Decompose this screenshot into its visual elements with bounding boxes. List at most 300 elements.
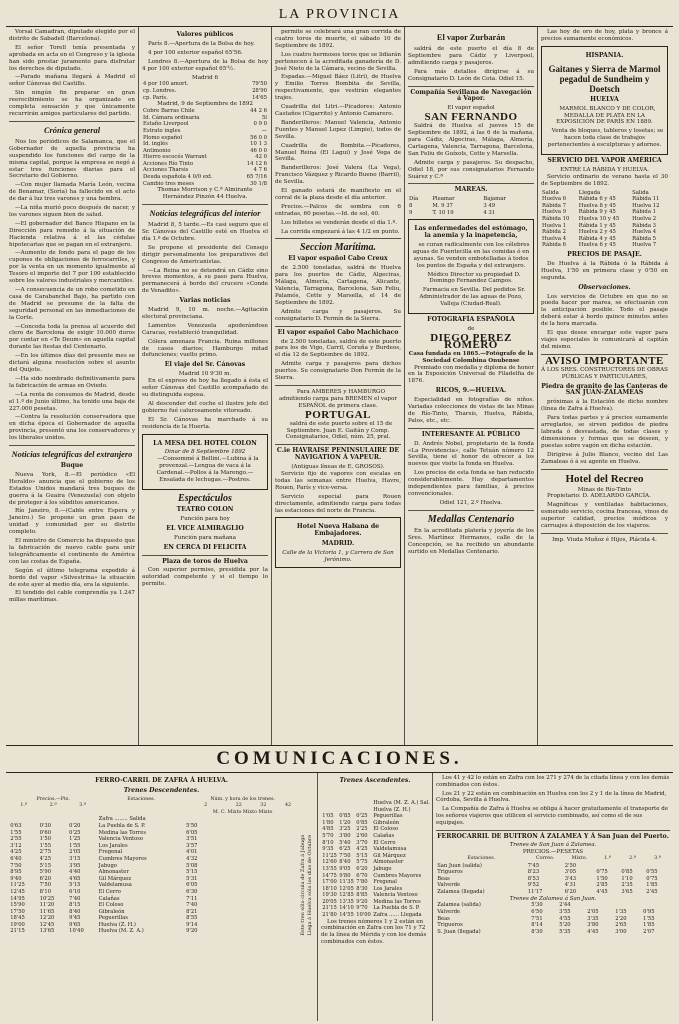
table-cell: 20'05 (322, 898, 337, 905)
column-2 (139, 27, 272, 745)
table-row: Huelva 4 Rábida 4 y 45 Rábida 5 (542, 235, 657, 242)
table-cell (226, 909, 251, 916)
table-cell: 5'70 (322, 832, 334, 839)
zafra-asc-table (321, 787, 433, 919)
paragraph: Según el último telegrama expedido á bordo del vapor «Silvestrina» la situación de este ayer al medio día, era la siguiente. (9, 567, 135, 588)
paragraph: Admite carga y pasajeros. Su consignatario D. Fermín de la Sierra. (275, 308, 401, 322)
table-row (9, 849, 300, 856)
table-cell (251, 823, 276, 830)
table-cell: 21'80 (322, 912, 337, 919)
table-row (9, 882, 300, 889)
table-row: Acciones Tharsis 4 7 6 (143, 167, 267, 174)
table-cell (251, 863, 276, 870)
table-row (321, 853, 433, 860)
table-row: Plomo español 56 0 0 (143, 134, 267, 141)
table-row: Rábida 10 Huelva 10 y 45 Huelva 2 (542, 216, 657, 223)
table-cell: 4'31 (564, 882, 577, 889)
heading-interior: Noticias telegráficas del interior (149, 209, 261, 219)
table-row (321, 840, 433, 847)
imprenta: Imp. Viuda Muñoz é Hijos, Plácida 4. (552, 536, 657, 543)
hispania-title: HISPANIA. (585, 51, 624, 59)
table-cell: 12'45 (10, 888, 25, 895)
paragraph: —A consecuencia de un robo cometido en casa de Carabanchel Bajo, ha partido con de Madrid se presume de la falta de seguridad personal en las inmediaciones de la Corte. (9, 287, 135, 321)
table-row (321, 800, 433, 807)
paragraph: Río Janeiro, 8.—(Cable entre Espera y Janeiro.) Se propone un gran paso de unidad y comunidad por su distrito completo. (9, 508, 135, 536)
table-cell: 8'10 (322, 839, 334, 846)
table-cell: 6'05 (186, 829, 198, 836)
table-cell: 21'15 (322, 905, 337, 912)
enfermedades-title: Las enfermedades del estómago, la anemia y la inapetencia, (414, 225, 528, 239)
table-cell: 11'35 (339, 879, 354, 886)
table-cell: Almonaster (373, 859, 404, 866)
table-cell: 5'75 (356, 859, 368, 866)
table-row: Antimonio 46 0 0 (143, 147, 267, 154)
paragraph: permite se celebrará una gran corrida de cuatro toros de muerte, el sábado 10 de Septiembre de 1892. (275, 29, 401, 49)
table-cell: 5'15 (69, 882, 81, 889)
fotografia-de: de (467, 325, 475, 332)
paragraph: Dirigirse á Julio Blanco, vecino del Las Zamaleas ó á su agente en Huelva. (541, 451, 668, 465)
table-row (436, 863, 670, 870)
paragraph: —Consommé á Bellini.—Lubina á la provenzal.—Lengua de vaca á la Cardenal.—Pollos á la Marengo.—Ensalada de lechugas.—Postres. (156, 456, 259, 484)
table-cell: 18'45 (10, 915, 25, 922)
table-cell: Valencia Ventoso (98, 836, 144, 843)
table-cell (645, 863, 670, 870)
table-row (321, 846, 433, 853)
paragraph: Los trenes números 1 y 2 están en combinación en Zafra con los 71 y 72 de la línea de Mérida y con los demás combinados con éstos. (321, 918, 427, 946)
table-cell: Gil Márquez (373, 852, 406, 859)
table-cell: Valverde (437, 908, 461, 915)
paragraph: —Ha sido nombrado definitivamente para la fabricación de armas en Oviedo. (9, 375, 135, 389)
table-row (321, 833, 433, 840)
table-cell: Trigueros (437, 922, 463, 929)
divider (275, 385, 401, 386)
table-cell: 0'63 (10, 822, 22, 829)
havraise-title: C.ie HAVRAISE PENINSULAIRE DE NAVIGATION Á VAPEUR. (276, 447, 400, 462)
table-row: Acciones Río Tinto 14 12 6 (143, 160, 267, 167)
table-cell: Huelva (M. Z. A.) Sal. (373, 799, 430, 806)
table-row (9, 856, 300, 863)
table-cell: 4'65 (69, 875, 81, 882)
paragraph: Lamentos Venezuela apoderándose Caracas, restableció tranquilidad. (142, 322, 268, 336)
table-cell: 14'75 (322, 872, 337, 879)
table-cell: Huelva (Z. H.) (98, 921, 136, 928)
table-cell: 3'70 (356, 839, 368, 846)
table-cell: 4'85 (322, 826, 334, 833)
buitron-sub-2: Trenes de Zalamea á San Juan. (509, 895, 597, 902)
table-cell: 8'40 (339, 859, 351, 866)
table-cell (226, 856, 251, 863)
table-row: Estaciones. Correo. Mixto. 1.ª 2.ª 3.ª (467, 855, 661, 861)
table-cell (586, 902, 614, 909)
paragraph: —La niña murió poco después de nacer, y los varones siguen bien de salud. (9, 205, 135, 218)
table-cell: 7'45 (527, 862, 540, 869)
table-cell: Valencia Ventoso (373, 892, 418, 899)
table-cell (226, 823, 251, 830)
table-cell: El Coloso (98, 902, 124, 909)
table-row (321, 807, 433, 814)
table-row: Precios.—Pts. Estaciones. Núm. y hora de los trenes. (36, 796, 275, 802)
table-cell: Jabugo (373, 865, 392, 872)
table-cell: 2'75 (39, 849, 51, 856)
table-cell: 0'30 (39, 822, 51, 829)
table-cell: 5'31 (186, 875, 198, 882)
table-cell: 3'95 (69, 862, 81, 869)
paragraph: Médico Director su propiedad D. Domingo Fernandez Campos. (427, 271, 521, 285)
table-row (321, 820, 433, 827)
table-cell: 5'15 (186, 869, 198, 876)
table-row (436, 916, 670, 923)
table-cell (251, 849, 276, 856)
table-cell (251, 816, 276, 823)
table-cell: 12'20 (39, 915, 55, 922)
table-cell (321, 800, 338, 807)
paragraph: Nueva York, 8.—El periódico «El Heraldo» anuncia que el gobierno de los Estados Unidos mandará tres buques de guerra á la Guaira (Venezuela) con objeto de proteger á los súbditos americanos. (9, 471, 135, 506)
paragraph: En el expreso de hoy ha llegado á ésta el señor Cánovas del Castillo acompañado de su distinguida esposa. (142, 378, 268, 398)
comunicaciones-title: COMUNICACIONES. (216, 748, 463, 769)
table-cell: 6'30 (186, 888, 198, 895)
table-cell: Peguerillas (98, 915, 128, 922)
table-cell (251, 830, 276, 837)
table-cell: Valverde (437, 882, 461, 889)
paragraph: Saldrá de Huelva el jueves 15 de Septiembre de 1892, á las 6 de la mañana, para Cádiz, Algeciras, Málaga, Almería, Cartagena, Valencia, Tarragona, Barcelona, San Feliu de Guíxols, Cette y Marsella. (408, 123, 534, 157)
table-cell (276, 889, 301, 896)
table-cell (276, 856, 301, 863)
table-cell: 9'45 (69, 915, 81, 922)
table-cell: Fregenal (373, 879, 397, 886)
table-cell: 0'20 (69, 822, 81, 829)
funcion-label: Función para hoy (180, 515, 230, 522)
paragraph: Para más detalles dirigirse á su Consignatario D. León de Cota. Odiel 15. (408, 68, 534, 82)
paragraph: Los billetes se venderán desde el día 1.º. (281, 219, 398, 226)
paragraph: saldrá de este puerto sobre el 15 de Septiembre. Juan E. Gaitán y Comp. Consignatarios, Odiel, núm. 25, pral. (285, 420, 393, 441)
table-cell: 3'12 (10, 842, 22, 849)
table-cell: 4'55 (559, 915, 571, 922)
table-cell (226, 902, 251, 909)
divider (275, 326, 401, 327)
table-cell (251, 922, 276, 929)
table-row: Huelva 9 Rábida 9 y 45 Rábida 1 (542, 209, 657, 216)
table-cell: 1'80 (322, 819, 334, 826)
table-cell (355, 800, 372, 807)
paragraph: Los cuatro hermosos toros que se lidiarán pertenecen á la acreditada ganadería de D. José Nieto de la Cámara, vecino de Sevilla. (275, 51, 401, 72)
paragraph: Servicio fijo de vapores con escalas en todas las semanas entre Huelva, Havre, Rouen, París y vice-versa. (275, 471, 401, 491)
pasaje-title: PRECIOS DE PASAJE. (567, 251, 642, 259)
table-cell: 3'05 (564, 869, 577, 876)
table-row: 4 por 100 amort. 79'50 (143, 81, 267, 88)
table-row (9, 863, 300, 870)
table-row: Rábida 6 Huelva 6 y 45 Huelva 7 (542, 242, 657, 249)
table-row (321, 826, 433, 833)
table-cell: 2'85 (596, 882, 608, 889)
table-cell: Fregenal (98, 849, 123, 856)
table-row (436, 909, 670, 916)
table-row: Cobre Barras Chile 44 2 6 (143, 108, 267, 115)
table-cell: 4'25 (39, 855, 51, 862)
table-cell: 2'65 (615, 922, 627, 929)
paragraph: Los servicios de Octubre en que no se pueda hacer por marea, se efectuarán con la anticipación posible. Todo el pasaje deberá estar á bordo quince minutos antes de la hora marcada. (541, 293, 668, 328)
table-cell: 8'14 (531, 922, 543, 929)
table-cell (251, 856, 276, 863)
zafra-note-1: Este tren sólo circula de Zafra á Jabugo (300, 834, 307, 936)
table-cell: La Puebla de S. P. (373, 905, 420, 912)
table-cell: 17'50 (10, 908, 25, 915)
heading-seccion-maritima: Seccion Marítima. (299, 242, 377, 254)
zafra-desc-body (9, 816, 300, 935)
bolsa-signature: Thomas Morrison y C.ª Almirante Hernández Pinzón 44 Huelva. (157, 187, 253, 201)
table-cell: 10'40 (69, 928, 84, 935)
table-cell: 5'50 (186, 822, 198, 829)
column-1 (6, 27, 139, 745)
buitron-table-2 (436, 902, 670, 935)
table-cell: 9'20 (356, 898, 368, 905)
table-row (321, 892, 433, 899)
paragraph: Servicio especial para Rouen directamente, admitiendo carga para todas las estaciones del norte de Francia. (275, 493, 401, 514)
table-cell: 8'30 (531, 928, 543, 935)
table-cell: 10'25 (39, 895, 55, 902)
paragraph: De Huelva á la Rábida ó la Rábida á Huelva, 1'50 en primera clase y 0'50 en segunda. (541, 260, 668, 281)
table-cell: 2'35 (621, 882, 633, 889)
paragraph: —La Reina no se detendrá en Cádiz sino breves momentos, á su paso para Huelva, permanecerá á bordo del crucero «Conde de Venadito». (142, 267, 268, 295)
table-cell (620, 863, 645, 870)
table-cell: 7'51 (531, 915, 543, 922)
table-cell: 19'00 (10, 921, 25, 928)
amberes-notice: Para AMBERES y HAMBURGO admitiendo carga para BREMEN el vapor ESPAÑOL de primera clase. (278, 388, 398, 409)
table-cell: 7'11 (186, 895, 198, 902)
table-cell: 2'55 (10, 836, 22, 843)
table-cell: 13'35 (339, 898, 354, 905)
paragraph: de 2.500 toneladas, saldrá de este puerto para los de Vigo, Carril, Coruña y Burdeos, el día 12 de Septiembre de 1892. (275, 338, 401, 359)
table-row (436, 882, 670, 889)
table-cell: Almonaster (98, 869, 129, 876)
table-cell (226, 928, 251, 935)
havraise-sub: (Antiguas líneas de E. GROSOS). (291, 464, 385, 471)
table-cell: 11'25 (322, 852, 337, 859)
paragraph: Sin ningún fin preparar en gran reerecibimiento se ha organizado en completa sensación y que únicamente recurrirán amigos particulares del partido. (9, 90, 135, 117)
table-cell (276, 836, 301, 843)
table-cell: 5'35 (559, 928, 571, 935)
table-cell (595, 863, 620, 870)
table-cell: 2'05 (587, 908, 599, 915)
table-row: 8 M. 9 37 3 49 (409, 202, 496, 209)
table-row (9, 909, 300, 916)
table-cell: 1'85 (643, 922, 655, 929)
table-cell (276, 863, 301, 870)
table-cell: 8'15 (69, 902, 81, 909)
table-cell (226, 863, 251, 870)
table-cell (276, 849, 301, 856)
funcion-title: EL VICE ALMIRAGLIO (166, 524, 244, 532)
table-cell: 2'20 (615, 915, 627, 922)
buitron-section (433, 773, 673, 1021)
buitron-table-1 (436, 856, 670, 896)
table-cell: 1'50 (39, 836, 51, 843)
table-cell: 1'55 (10, 829, 22, 836)
divider (408, 183, 534, 184)
paragraph: Cuadrilla del Litri.—Picadores: Antonio Castaños (Cigarrito) y Antonio Camarero. (275, 104, 401, 117)
paragraph: Nos los periódicos de Salamanca, que el Gobernador de aquella provincia ha suspendido los funciones del cargo de la misma capital, porque la empresa se negó á estar tres funciones diarias para el Secretario del Gobierno. (9, 138, 135, 180)
paragraph: Propietario: D. ADELARDO GARCÍA. (547, 493, 651, 500)
table-row: Deuda española 4 0/0 ext. 65 7/16 (143, 174, 267, 181)
table-row (9, 869, 300, 876)
table-cell: 8'21 (186, 908, 198, 915)
paragraph: Londres 8.—Apertura de la Bolsa de hoy 4 por 100 exterior español 65'½. (142, 58, 268, 72)
table-cell: 4'32 (186, 855, 198, 862)
observaciones-title: Observaciones. (578, 283, 631, 291)
subheading-varias: Varias noticias (179, 297, 231, 305)
paragraph: Con superior permiso, presidida por la autoridad competente y si el tiempo lo permite. (142, 567, 268, 588)
table-cell: Huelva (M. Z. A.) (98, 928, 144, 935)
table-cell (276, 922, 301, 929)
table-cell: 2'05 (69, 849, 81, 856)
table-cell (226, 889, 251, 896)
table-cell (226, 915, 251, 922)
table-cell: 4'45 (587, 928, 599, 935)
table-row: M. C. Mixto Mixto Mixto (212, 809, 273, 815)
table-cell: 3'15 (69, 855, 81, 862)
table-cell: 14'10 (339, 905, 354, 912)
paragraph: La corrida empezará á las 4 1/2 en punto. (281, 228, 400, 235)
table-row (321, 912, 433, 919)
divider (142, 204, 268, 205)
table-cell: 0'95 (643, 908, 655, 915)
zafra-desc-table (9, 797, 300, 935)
paragraph: Cólera amenaza Francia. Ruina millones de casos diarios; Hamburgo mitad defunciones; vuelto primo. (142, 338, 268, 359)
paragraph: de 2.500 toneladas, saldrá de Huelva para los puertos de Cádiz, Algeciras, Málaga, Almería, Cartagena, Alicante, Valencia, Tarragona, Barcelona, San Feliu, Palamós, Cette y Marsella, el 14 de Septiembre de 1892. (275, 265, 401, 306)
table-cell: 8'85 (356, 892, 368, 899)
table-cell: 1'35 (615, 908, 627, 915)
zafra-ascendentes (318, 773, 433, 1021)
recreo-title: Hotel del Recreo (565, 472, 644, 485)
table-row (321, 813, 433, 820)
heading-extranjero: Noticias telegráficas del extranjero (11, 450, 133, 460)
table-cell: 6'20 (564, 888, 577, 895)
machichaco-title: El vapor español Cabo Machichaco (277, 328, 399, 336)
zafra-descendentes (6, 773, 318, 1021)
table-cell: 0'75 (646, 875, 658, 882)
zafra-asc-body (321, 800, 433, 919)
hotel-habana-box (275, 517, 401, 568)
table-cell: 19'30 (322, 892, 337, 899)
hispania-box (541, 46, 668, 155)
table-cell (614, 902, 642, 909)
table-row (9, 915, 300, 922)
table-row (9, 896, 300, 903)
table-cell: Los Jarales (373, 885, 403, 892)
table-cell: 3'00 (615, 928, 627, 935)
masthead (6, 4, 673, 27)
table-cell: Valdelamusa (98, 882, 132, 889)
hispania-sub: Gaitanes y Sierra de Marmol pegadul de Sundheim y Doetsch (548, 63, 661, 94)
table-cell: Beas (437, 915, 450, 922)
paragraph: Para todas partes y á precios sumamente arreglados, se sirven pedidos de piedra labrada ó desvastada, de todas clases y dimensiones y formas que se deseen, y puestas sobre vagón en dicha estación. (541, 415, 668, 449)
table-cell (226, 922, 251, 929)
table-cell: 1'50 (596, 875, 608, 882)
bolsa-date: Madrid, 9 de Septiembre de 1892 (157, 101, 253, 108)
rates-table (142, 81, 268, 101)
table-cell: 1'25 (69, 836, 81, 843)
table-cell: Calañas (98, 895, 120, 902)
table-row: Huelva 6 Rábida 6 y 45 Rábida 11 (542, 196, 660, 203)
table-cell (251, 869, 276, 876)
table-cell: 2'45 (646, 888, 658, 895)
bottom-section (6, 773, 673, 1021)
table-row: Id. inglés 10 1 3 (143, 141, 267, 148)
table-cell (251, 882, 276, 889)
bolsa-table (142, 108, 268, 187)
paragraph: Los 21 y 22 están en combinación en Huelva con los 2 y 1 de la línea de Madrid, Córdoba, Sevilla á Huelva. (436, 790, 667, 804)
heading-cronica: Crónica general (43, 125, 101, 135)
table-row (9, 836, 300, 843)
table-cell: Trigueros (437, 869, 463, 876)
table-row (436, 869, 670, 876)
mesa-date: Dinar de 8 Septiembre 1892 (164, 449, 246, 456)
table-cell: 12'05 (339, 885, 354, 892)
table-cell: 3'35 (587, 915, 599, 922)
table-cell: Huelva (Z. H.) (373, 806, 411, 813)
table-cell: 7'50 (39, 882, 51, 889)
paragraph: La Compañía de Zafra á Huelva se obliga á hacer gratuitamente el transporte de los señores viajeros que utilicen el servicio combinado, así como el de sus equipajes. (436, 806, 669, 826)
table-cell: 7'40 (69, 895, 81, 902)
paragraph: En la acreditada platería y joyería de los Sres. Martínez Hermanos, calle de la Concepción, se ha recibido un abundante surtido en Medallas Centenario. (408, 527, 534, 555)
paragraph: Precios.—Palcos de sombra con 6 entradas, 60 pesetas.—Id. de sol, 40. (275, 203, 401, 217)
paragraph: Banderilleros: Manuel Valencia, Antonio Fuentes y Manuel Lopez (Limpio), todos de Sevilla. (275, 119, 401, 140)
paragraph: —Contra la resolución conservadora que en dicha época el Gobernador de aquella provincia, presentó una los conservadores y los liberales unidos. (9, 414, 135, 442)
newspaper-title: LA PROVINCIA (278, 7, 401, 22)
table-cell: Medina las Torres (373, 898, 421, 905)
paragraph: Cuadrilla de Bombita.—Picadores, Manuel Reina (El Lagui) y José Vega de Sevilla. (275, 142, 401, 163)
table-row: Hierro escocés Warrant 42 0 (143, 154, 267, 161)
table-cell: El Coloso (373, 826, 398, 833)
table-cell: 11'25 (10, 882, 25, 889)
mareas-table (408, 196, 534, 216)
table-cell: 5'08 (186, 862, 198, 869)
paragraph: Las hoy de oro de hoy, plata y bronce á precios sumamente económicos. (541, 29, 668, 42)
table-cell: 3'43 (564, 875, 577, 882)
table-cell (276, 915, 301, 922)
paragraph: El ministro de Comercio ha dispuesto que la fabricación de nuevo cable para unir telegráficamente el continente de América con las costas de España. (9, 538, 135, 565)
table-cell: 0'55 (646, 869, 658, 876)
table-cell: Jabugo (98, 862, 117, 869)
table-cell (9, 816, 38, 823)
table-cell: 4'40 (69, 869, 81, 876)
paragraph: Se propone el presidente del Consejo dirigir personalmente los preparativos del Congreso de Americanistas. (142, 244, 268, 265)
mesa-box (142, 434, 268, 490)
plaza-title: Plaza de toros de Huelva (162, 557, 248, 565)
table-cell: 2'50 (564, 862, 577, 869)
buitron-precios: PRECIOS.—PESETAS (522, 849, 584, 856)
valores-city: Madrid 6 (191, 74, 219, 81)
table-cell: 1'85 (646, 882, 658, 889)
paragraph: Espadas.—Miguel Báez (Litri), de Huelva y Emilio Torres Bombita de Sevilla, respectivamente, que vestirán elegantes trajes. (275, 74, 401, 102)
zafra-note-2: Llega á Huelva sólo los días de Octubre (307, 834, 314, 936)
table-row (436, 902, 670, 909)
table-row (9, 902, 300, 909)
table-cell: 1'10 (621, 875, 633, 882)
hotel-habana-title: Hotel Nueva Habana de Embajadores. (296, 523, 380, 538)
table-cell (276, 876, 301, 883)
table-cell (276, 843, 301, 850)
divider (275, 238, 401, 239)
fotografia-title: FOTOGRAFÍA ESPAÑOLA (427, 316, 515, 324)
paragraph: D. Andrés Nobel, propietario de la fonda «La Providencia», calle Tetuán número 12 Sevilla, tiene el honor de ofrecer á los nuevos que visite la fonda en Huelva. (408, 440, 534, 468)
table-row (9, 928, 300, 935)
trenes-descendentes-title: Trenes Descendentes. (123, 786, 200, 794)
table-cell: 12'45 (39, 921, 55, 928)
table-cell: Gibraleón (98, 908, 125, 915)
table-row (9, 843, 300, 850)
table-cell: 14'55 (339, 912, 354, 919)
table-cell: 6'70 (356, 872, 368, 879)
